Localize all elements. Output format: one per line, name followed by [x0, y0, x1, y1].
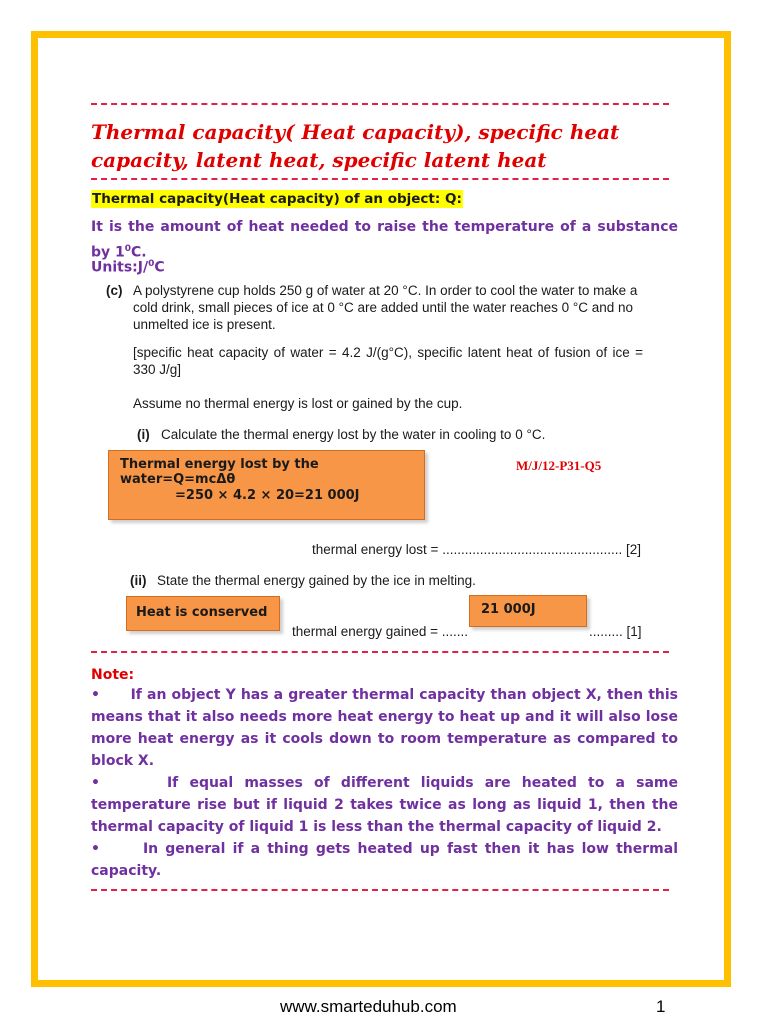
divider-line	[91, 178, 669, 180]
answer-heat-conserved: Heat is conserved	[136, 605, 268, 620]
note-label: Note:	[91, 667, 135, 683]
section-heading: Thermal capacity(Heat capacity) of an object: Q:	[92, 191, 462, 207]
question-reference: M/J/12-P31-Q5	[516, 458, 602, 473]
question-intro: A polystyrene cup holds 250 g of water at 20 °C. In order to cool the water to make a cold drink, small pieces of ice at 0 °C are added until the water reaches 0 °C and no unmelted ice is present.	[133, 283, 638, 332]
answer-box-energy-gained	[469, 595, 587, 627]
note-item: • If an object Y has a greater thermal capacity than object X, then this means that it also needs more heat energy to heat up and it will also lose more heat energy as it cools down to room temperature as compared to block X.	[91, 687, 678, 769]
question-assume: Assume no thermal energy is lost or gained by the cup.	[133, 396, 463, 411]
definition-text: It is the amount of heat needed to raise the temperature of a substance by $1^0C$.	[91, 219, 678, 261]
answer-line-energy-lost: thermal energy lost = ................................................ [2]	[312, 542, 641, 557]
notes-list	[91, 684, 678, 882]
question-part-label: (c)	[106, 283, 123, 298]
question-ii-text: State the thermal energy gained by the ice in melting.	[157, 573, 476, 588]
answer-box-energy-lost	[108, 450, 425, 520]
footer-url: www.smarteduhub.com	[280, 997, 457, 1016]
page-number: 1	[656, 997, 666, 1016]
answer-energy-gained: 21 000J	[481, 602, 536, 617]
question-data: [specific heat capacity of water = 4.2 J/(g°C), specific latent heat of fusion of ice = 330 J/g]	[133, 345, 643, 377]
answer-box-heat-conserved	[126, 596, 280, 631]
divider-line	[91, 103, 669, 105]
divider-line	[91, 889, 669, 891]
note-item: • If equal masses of different liquids are heated to a same temperature rise but if liquid 2 takes twice as long as liquid 1, then the thermal capacity of liquid 1 is less than the thermal capacity of liquid 2.	[91, 775, 678, 835]
answer-line-energy-gained-suffix: ......... [1]	[589, 624, 642, 639]
units-text: Units:J/$^0$C	[91, 259, 165, 276]
note-item: • In general if a thing gets heated up fast then it has low thermal capacity.	[91, 841, 678, 879]
page-title: Thermal capacity( Heat capacity), specific heat capacity, latent heat, specific latent heat	[91, 120, 620, 172]
question-ii-label: (ii)	[130, 573, 147, 588]
answer-line-energy-gained-prefix: thermal energy gained = .......	[292, 624, 468, 639]
question-i-label: (i)	[137, 427, 150, 442]
question-i-text: Calculate the thermal energy lost by the water in cooling to 0 °C.	[161, 427, 546, 442]
divider-line	[91, 651, 669, 653]
answer-formula: Thermal energy lost by the water=Q=mcΔθ	[120, 457, 319, 487]
answer-calculation: =250 × 4.2 × 20=21 000J	[175, 488, 360, 503]
